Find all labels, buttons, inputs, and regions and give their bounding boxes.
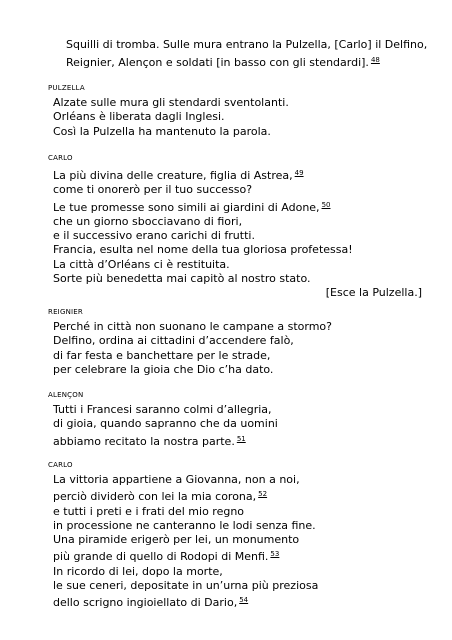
verse-line [48,198,428,215]
verse-line: Alzate sulle mura gli stendardi sventolanti. [53,96,289,109]
footnote-ref[interactable]: 51 [236,434,246,443]
stage-direction [66,38,426,70]
verse-line: e tutti i preti e i frati del mio regno [53,504,245,518]
verse-line: di gioia, quando sapranno che da uomini [53,417,278,431]
footnote-ref[interactable]: 53 [270,550,280,559]
speech-block [48,154,428,301]
verse-line: di far festa e banchettare per le strade, [53,348,271,362]
verse-text: più grande di quello di Rodopi di Menfi. [53,550,269,564]
verse-line [48,166,428,183]
speech-block [48,391,428,449]
footnote-ref[interactable]: 52 [258,490,268,499]
speech-block [48,84,428,139]
footnote-ref[interactable]: 54 [239,596,249,605]
verse-line [48,487,428,504]
verse-line: Così la Pulzella ha mantenuto la parola. [53,124,271,138]
verse-line: Una piramide erigerò per lei, un monumento [53,533,300,547]
verse-line: La vittoria appartiene a Giovanna, non a noi, [53,473,300,486]
footnote-ref[interactable]: 48 [370,55,380,64]
stage-direction-line: Squilli di tromba. Sulle mura entrano la Pulzella, [Carlo] il Delfino, [66,38,428,51]
speaker-name: PULZELLA [48,84,85,92]
verse-line [48,547,428,564]
verse-line: e il successivo erano carichi di frutti. [53,229,255,243]
verse-line: Orléans è liberata dagli Inglesi. [53,110,225,124]
verse-text: La più divina delle creature, figlia di Astrea, [53,169,293,182]
verse-line: La città d’Orléans ci è restituita. [53,257,230,271]
footnote-ref[interactable]: 49 [294,169,304,177]
speaker-name: REIGNIER [48,308,83,316]
verse-line: In ricordo di lei, dopo la morte, [53,564,223,578]
verse-text: dello scrigno ingioiellato di Dario, [53,596,238,610]
verse-text: perciò dividerò con lei la mia corona, [53,490,257,504]
verse-line: Sorte più benedetta mai capitò al nostro stato. [53,272,311,286]
verse-line: Delfino, ordina ai cittadini d’accendere falò, [53,334,294,348]
verse-line: in processione ne canteranno le lodi senza fine. [53,518,316,532]
verse-line: Perché in città non suonano le campane a stormo? [53,320,332,333]
speaker-name: CARLO [48,461,73,469]
verse-line [48,432,428,449]
verse-text: Le tue promesse sono simili ai giardini di Adone, [53,200,320,214]
speech-block [48,461,428,611]
speech-block [48,308,428,377]
verse-line: che un giorno sbocciavano di fiori, [53,214,243,228]
speaker-name: ALENÇON [48,391,84,399]
verse-line: Tutti i Francesi saranno colmi d’allegria, [53,403,272,416]
verse-line: Francia, esulta nel nome della tua gloriosa profetessa! [53,243,353,257]
stage-direction-exit: [Esce la Pulzella.] [325,286,422,300]
stage-direction-text: Reignier, Alençon e soldati [in basso con gli stendardi]. [66,55,369,69]
footnote-ref[interactable]: 50 [321,200,331,209]
verse-line: come ti onorerò per il tuo successo? [53,183,253,197]
speaker-name: CARLO [48,154,73,162]
verse-line: per celebrare la gioia che Dio c’ha dato. [53,362,274,376]
verse-line: le sue ceneri, depositate in un’urna più preziosa [53,579,319,593]
verse-text: abbiamo recitato la nostra parte. [53,434,235,448]
verse-line [48,593,428,610]
stage-direction-line [66,53,426,71]
